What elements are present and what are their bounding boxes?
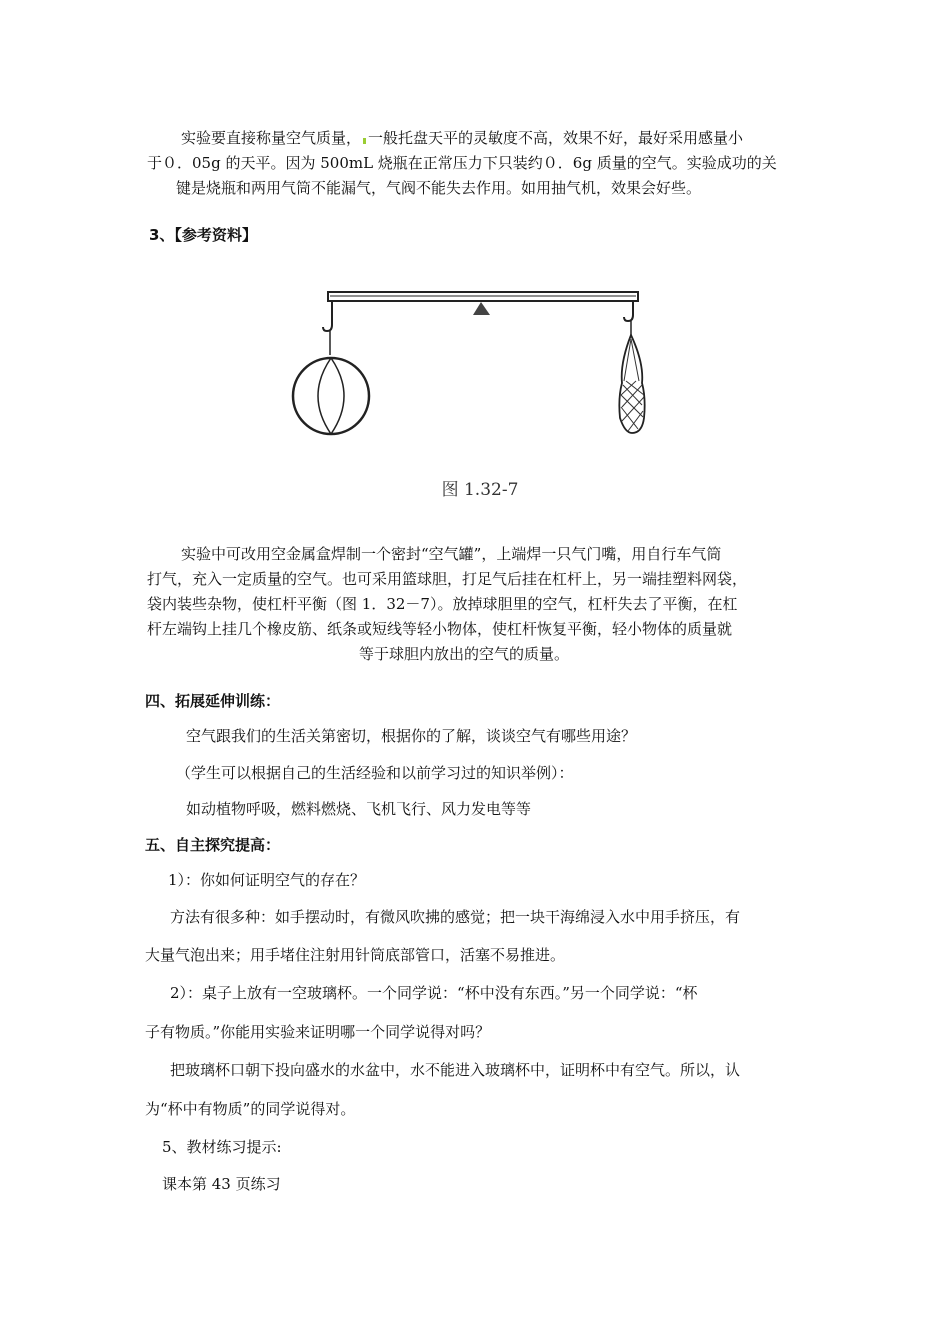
section4-heading: 四、拓展延伸训练： — [145, 692, 281, 710]
para2-line4: 杆左端钩上挂几个橡皮筋、纸条或短线等轻小物体，使杠杆恢复平衡，轻小物体的质量就 — [147, 620, 733, 638]
para2-line5: 等于球胆内放出的空气的质量。 — [359, 645, 570, 663]
section4-question: 空气跟我们的生活关第密切，根据你的了解，谈谈空气有哪些用途？ — [186, 727, 637, 745]
section5-answer1-line2: 大量气泡出来；用手堵住注射用针筒底部管口，活塞不易推进。 — [145, 946, 566, 964]
para1-line1-part-b: 一般托盘天平的灵敏度不高，效果不好，最好采用感量小 — [368, 129, 744, 147]
para1-line1 — [181, 125, 743, 151]
right-hook — [624, 301, 633, 321]
section5-question1: 1）：你如何证明空气的存在？ — [168, 871, 366, 889]
figure-caption: 图 1.32-7 — [441, 480, 519, 500]
section5-question2-line1: 2）：桌子上放有一空玻璃杯。一个同学说：“杯中没有东西。”另一个同学说：“杯 — [170, 984, 698, 1002]
ball-seam-left — [318, 358, 331, 434]
mark-dot — [363, 138, 366, 144]
section3-heading: 3、【参考资料】 — [149, 226, 257, 244]
section5-answer2-line2: 为“杯中有物质”的同学说得对。 — [145, 1100, 356, 1118]
para1-line1-part-a: 实验要直接称量空气质量， — [181, 129, 362, 147]
left-hook — [323, 301, 332, 331]
section5-heading: 五、自主探究提高： — [145, 836, 281, 854]
section5-answer1-line1: 方法有很多种：如手摆动时，有微风吹拂的感觉；把一块干海绵浸入水中用手挤压，有 — [170, 908, 741, 926]
section4-answer: 如动植物呼吸，燃料燃烧、飞机飞行、风力发电等等 — [186, 800, 532, 818]
section5-question2-line2: 子有物质。”你能用实验来证明哪一个同学说得对吗？ — [145, 1023, 491, 1041]
lever-figure — [290, 283, 650, 503]
item5-text: 课本第 43 页练习 — [162, 1175, 281, 1193]
section4-hint: （学生可以根据自己的生活经验和以前学习过的知识举例）： — [176, 764, 574, 782]
para1-line2: 于０．05g 的天平。因为 500mL 烧瓶在正常压力下只装约０．6g 质量的空气。实验成功的关 — [147, 154, 777, 172]
section5-answer2-line1: 把玻璃杯口朝下投向盛水的水盆中，水不能进入玻璃杯中，证明杯中有空气。所以，认 — [170, 1061, 741, 1079]
fulcrum — [473, 302, 490, 315]
para2-line3: 袋内装些杂物，使杠杆平衡（图 1．32－7）。放掉球胆里的空气，杠杆失去了平衡，在杠 — [147, 595, 738, 613]
para1-line3: 键是烧瓶和两用气筒不能漏气，气阀不能失去作用。如用抽气机，效果会好些。 — [176, 179, 702, 197]
net-bag — [619, 335, 644, 433]
para2-line1: 实验中可改用空金属盒焊制一个密封“空气罐”，上端焊一只气门嘴，用自行车气筒 — [181, 545, 722, 563]
ball-seam-right — [331, 358, 344, 434]
basketball-bladder — [293, 358, 369, 434]
para2-line2: 打气，充入一定质量的空气。也可采用篮球胆，打足气后挂在杠杆上，另一端挂塑料网袋， — [147, 570, 748, 588]
item5-heading: 5、教材练习提示: — [162, 1138, 282, 1156]
